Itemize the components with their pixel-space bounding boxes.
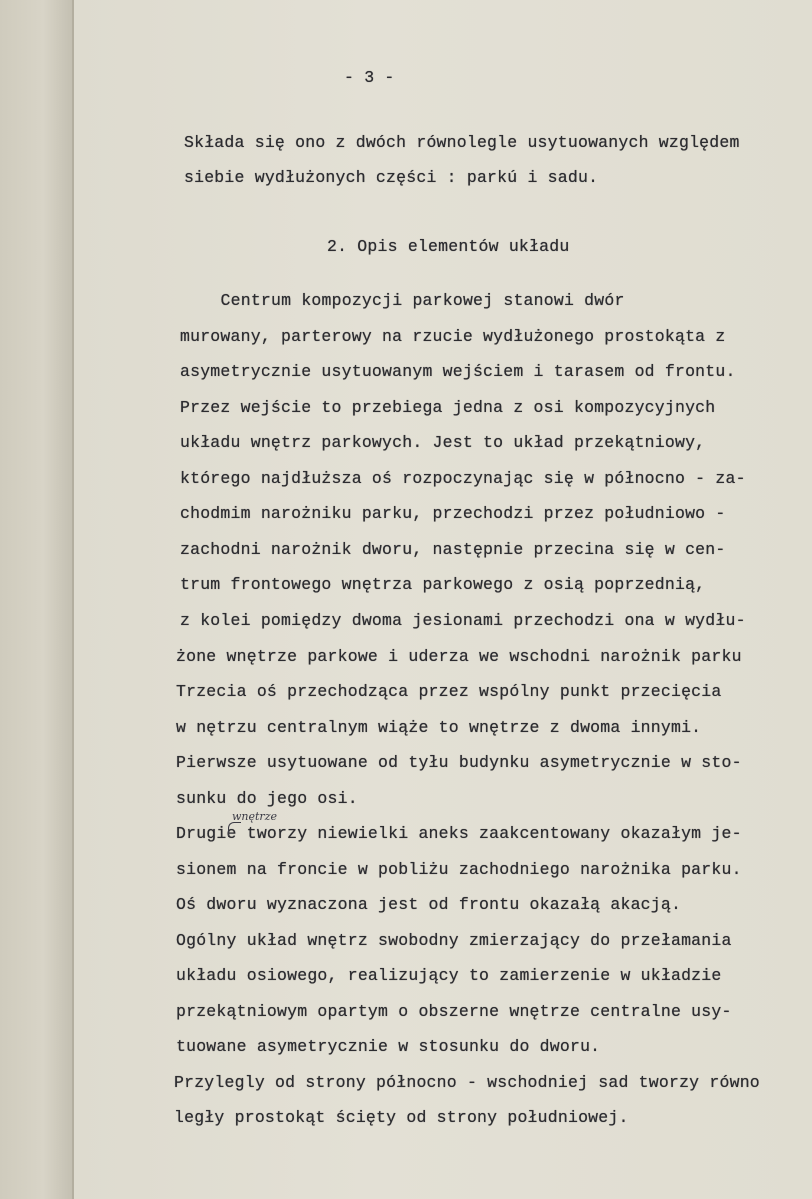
body-line: układu wnętrz parkowych. Jest to układ przekątniowy, xyxy=(180,433,706,452)
body-line: legły prostokąt ścięty od strony południowej. xyxy=(174,1108,629,1127)
body-line: zachodni narożnik dworu, następnie przecina się w cen- xyxy=(180,540,726,559)
body-line: Trzecia oś przechodząca przez wspólny punkt przecięcia xyxy=(176,682,722,701)
body-line: Przez wejście to przebiega jedna z osi kompozycyjnych xyxy=(180,398,716,417)
body-line: tuowane asymetrycznie w stosunku do dworu. xyxy=(176,1037,601,1056)
body-line: trum frontowego wnętrza parkowego z osią poprzednią, xyxy=(180,575,706,594)
body-line: murowany, parterowy na rzucie wydłużonego prostokąta z xyxy=(180,327,726,346)
body-line: Pierwsze usytuowane od tyłu budynku asymetrycznie w sto- xyxy=(176,753,742,772)
intro-line: siebie wydłużonych części : parkú i sadu. xyxy=(184,168,599,187)
body-line: którego najdłuższa oś rozpoczynając się w północno - za- xyxy=(180,469,746,488)
body-line: żone wnętrze parkowe i uderza we wschodni narożnik parku xyxy=(176,647,742,666)
body-line: sionem na froncie w pobliżu zachodniego narożnika parku. xyxy=(176,860,742,879)
page-number: - 3 - xyxy=(344,68,395,87)
previous-page-edge xyxy=(0,0,74,1199)
body-line: Centrum kompozycji parkowej stanowi dwór xyxy=(170,291,625,310)
body-line: Ogólny układ wnętrz swobodny zmierzający do przełamania xyxy=(176,931,732,950)
body-line: Oś dworu wyznaczona jest od frontu okazałą akacją. xyxy=(176,895,682,914)
body-line: układu osiowego, realizujący to zamierzenie w układzie xyxy=(176,966,722,985)
body-line: przekątniowym opartym o obszerne wnętrze centralne usy- xyxy=(176,1002,732,1021)
body-line: z kolei pomiędzy dwoma jesionami przechodzi ona w wydłu- xyxy=(180,611,746,630)
body-line: asymetrycznie usytuowanym wejściem i tarasem od frontu. xyxy=(180,362,736,381)
insertion-mark xyxy=(228,822,241,837)
body-line: chodmim narożniku parku, przechodzi przez południowo - xyxy=(180,504,726,523)
body-line: w nętrzu centralnym wiąże to wnętrze z dwoma innymi. xyxy=(176,718,702,737)
section-heading: 2. Opis elementów układu xyxy=(327,237,570,256)
body-line: sunku do jego osi. xyxy=(176,789,358,808)
body-line: Przylegly od strony północno - wschodniej sad tworzy równo xyxy=(174,1073,760,1092)
intro-line: Składa się ono z dwóch równolegle usytuowanych względem xyxy=(184,133,740,152)
handwritten-insertion: wnętrze xyxy=(232,810,277,823)
body-line: Drugie tworzy niewielki aneks zaakcentowany okazałym je- xyxy=(176,824,742,843)
